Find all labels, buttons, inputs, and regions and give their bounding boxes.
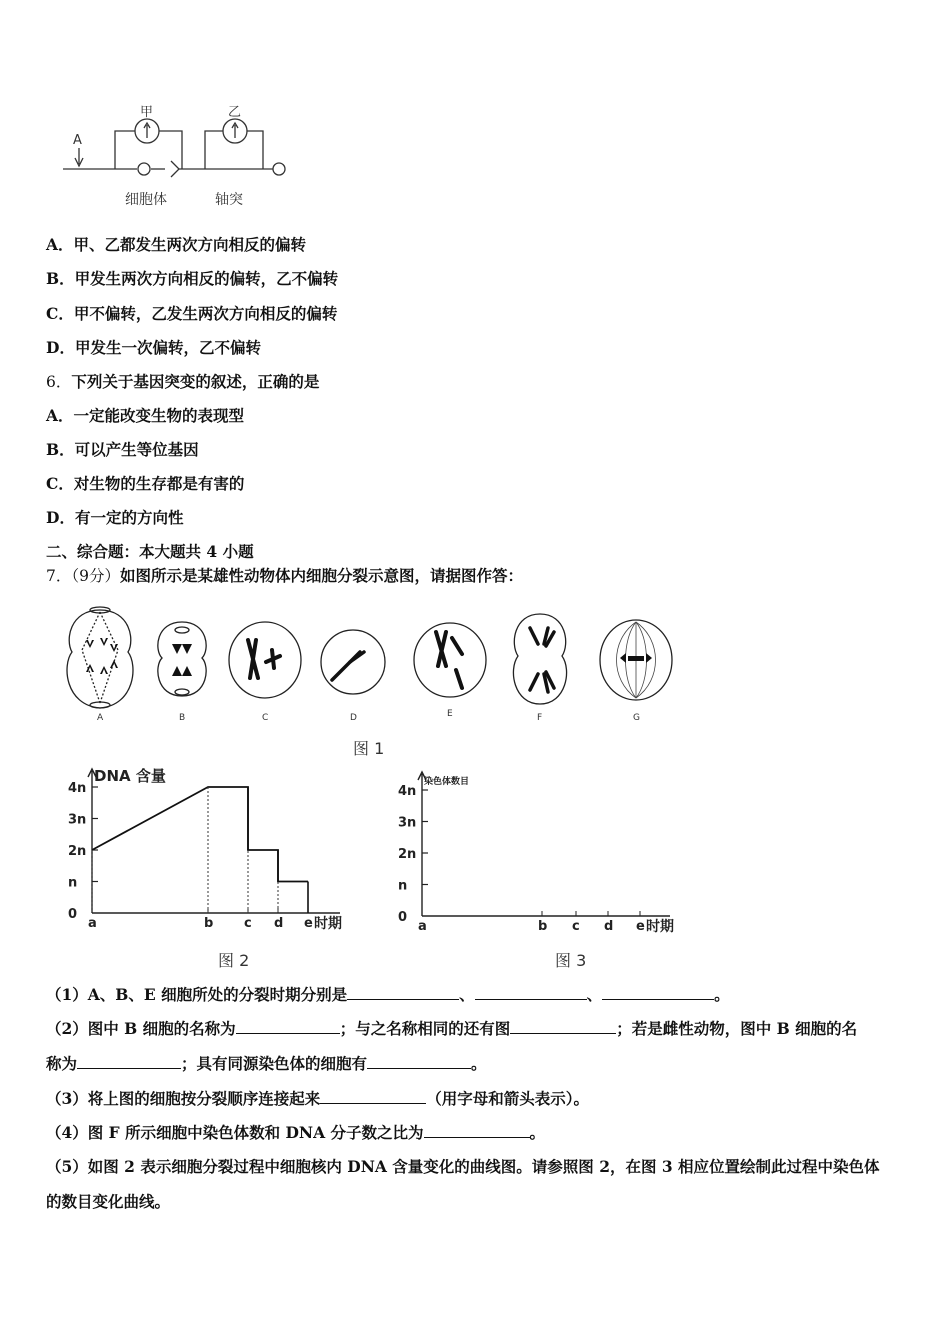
y-tick-label: 3n	[398, 815, 417, 831]
q7-sub5-line2: 的数目变化曲线。	[46, 1192, 171, 1211]
cell-body-label: 细胞体	[125, 192, 167, 208]
chromosome-number-chart	[388, 768, 688, 938]
q7-sub3: （3）将上图的细胞按分裂顺序连接起来 （用字母和箭头表示）。	[46, 1089, 590, 1108]
q6-option-c: C．对生物的生存都是有害的	[46, 474, 245, 493]
y-tick-label: 2n	[398, 847, 417, 862]
meter-yi-label: 乙	[228, 105, 242, 120]
chart-title: DNA 含量	[94, 767, 166, 785]
q6-option-b: B．可以产生等位基因	[46, 440, 199, 459]
q6-stem: 6．下列关于基因突变的叙述，正确的是	[46, 372, 320, 391]
fig1-caption: 图 1	[353, 739, 385, 758]
y-tick-label: n	[398, 878, 408, 894]
x-tick-label: d	[604, 919, 614, 934]
x-tick-label: e	[636, 919, 645, 934]
chart-title: 染色体数目	[424, 777, 470, 787]
q5-option-b: B．甲发生两次方向相反的偏转，乙不偏转	[46, 269, 339, 288]
x-axis-label: 时期	[314, 916, 342, 932]
dna-content-line	[92, 787, 308, 882]
fig3-caption: 图 3	[555, 951, 587, 970]
x-tick-label: a	[88, 916, 97, 931]
fig2-caption: 图 2	[218, 951, 250, 970]
cell-label-f: F	[537, 713, 543, 723]
meter-jia-label: 甲	[140, 105, 154, 120]
x-tick-label: a	[418, 919, 427, 934]
cell-label-g: G	[633, 713, 640, 723]
cell-division-figure	[60, 600, 680, 728]
q5-option-a: A．甲、乙都发生两次方向相反的偏转	[46, 235, 307, 254]
answer-blank[interactable]	[510, 1019, 616, 1034]
q5-option-d: D．甲发生一次偏转，乙不偏转	[46, 338, 261, 357]
q7-stem: 7．（9分）如图所示是某雄性动物体内细胞分裂示意图，请据图作答：	[46, 566, 524, 585]
x-tick-label: c	[244, 916, 252, 931]
answer-blank[interactable]	[475, 985, 587, 1000]
nerve-circuit-diagram	[55, 98, 295, 213]
q7-sub5-line1: （5）如图 2 表示细胞分裂过程中细胞核内 DNA 含量变化的曲线图。请参照图 2，在图 3 相应位置绘制此过程中染色体	[46, 1157, 880, 1176]
label-a: A	[73, 133, 82, 148]
x-axis-label: 时期	[646, 919, 674, 935]
axon-label: 轴突	[215, 192, 243, 208]
answer-blank[interactable]	[424, 1123, 530, 1138]
x-tick-label: b	[538, 919, 548, 934]
y-tick-label: 4n	[398, 784, 417, 799]
y-tick-label: 4n	[68, 781, 87, 796]
q7-sub1: （1）A、B、E 细胞所处的分裂时期分别是 、 、 。	[46, 985, 730, 1004]
answer-blank[interactable]	[602, 985, 714, 1000]
q7-sub2-line2: 称为 ；具有同源染色体的细胞有 。	[46, 1054, 487, 1073]
cell-label-e: E	[447, 709, 453, 719]
q5-option-c: C．甲不偏转，乙发生两次方向相反的偏转	[46, 304, 338, 323]
q6-option-a: A．一定能改变生物的表现型	[46, 406, 245, 425]
cell-label-c: C	[262, 713, 269, 723]
cell-label-d: D	[350, 713, 357, 723]
y-tick-label: 0	[398, 910, 408, 925]
x-tick-label: b	[204, 916, 214, 931]
y-tick-label: 2n	[68, 844, 87, 859]
section2-title: 二、综合题：本大题共 4 小题	[46, 542, 254, 561]
cell-label-a: A	[97, 713, 104, 723]
q7-sub4: （4）图 F 所示细胞中染色体数和 DNA 分子数之比为 。	[46, 1123, 546, 1142]
answer-blank[interactable]	[320, 1089, 426, 1104]
x-tick-label: d	[274, 916, 284, 931]
answer-blank[interactable]	[367, 1054, 471, 1069]
answer-blank[interactable]	[77, 1054, 181, 1069]
answer-blank[interactable]	[347, 985, 459, 1000]
answer-blank[interactable]	[236, 1019, 340, 1034]
y-tick-label: 3n	[68, 812, 87, 828]
y-tick-label: 0	[68, 907, 78, 922]
dna-content-chart	[58, 765, 358, 935]
q7-sub2-line1: （2）图中 B 细胞的名称为 ；与之名称相同的还有图 ；若是雌性动物，图中 B 细胞的名	[46, 1019, 858, 1038]
q6-option-d: D．有一定的方向性	[46, 508, 184, 527]
y-tick-label: n	[68, 875, 78, 891]
x-tick-label: e	[304, 916, 313, 931]
x-tick-label: c	[572, 919, 580, 934]
cell-label-b: B	[179, 713, 186, 723]
